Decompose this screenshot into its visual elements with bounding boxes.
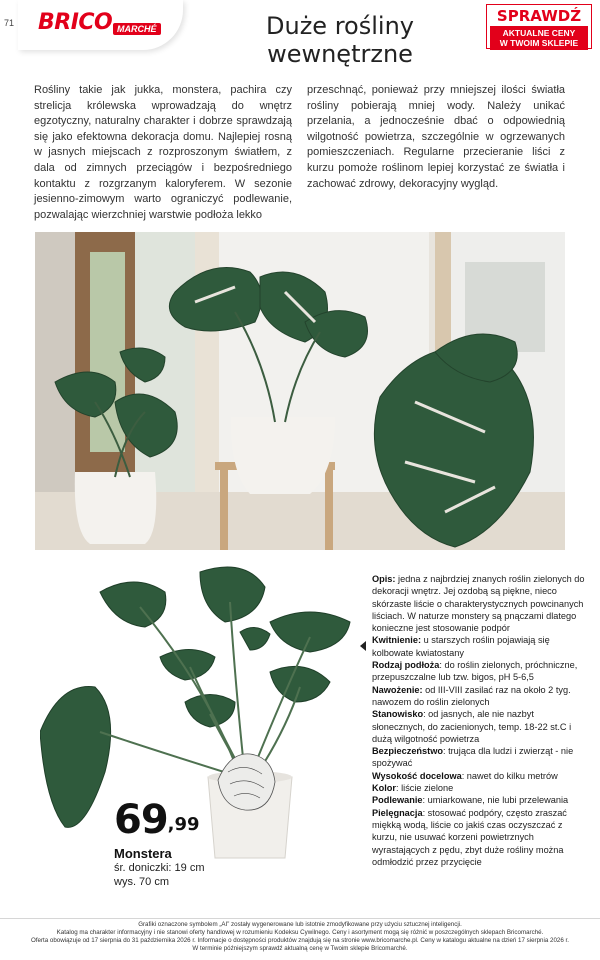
info-row-pielegnacja [372, 807, 587, 868]
info-text: od III-VIII zasilać raz na około 2 tyg. nawozem do roślin zielonych [372, 684, 571, 707]
info-text: : od jasnych, ale nie nazbyt słonecznych, do zacienionych, temp. 18-22 st.C i dużą wilgotność powietrza [372, 709, 572, 744]
info-text: : trująca dla ludzi i zwierząt - nie spożywać [372, 746, 574, 769]
price-integer: 69 [114, 797, 168, 843]
info-label: Stanowisko [372, 709, 424, 720]
info-row-kwitnienie [372, 634, 587, 659]
info-text: : liście zielone [396, 783, 454, 794]
price-decimal: ,99 [167, 814, 200, 835]
info-label: Kwitnienie: [372, 635, 422, 646]
footer-line: W terminie późniejszym sprawdź aktualną cenę w Twoim sklepie Bricomarché. [192, 945, 408, 952]
badge-subline-1: AKTUALNE CENY [502, 28, 576, 38]
check-prices-badge [486, 4, 592, 49]
product-name: Monstera [114, 846, 172, 861]
logo-sub-text: MARCHÉ [113, 23, 161, 35]
legal-footer [0, 921, 600, 953]
badge-headline: SPRAWDŹ [496, 7, 582, 25]
info-row-podloze [372, 659, 587, 684]
interior-plant-photo [35, 232, 565, 550]
page-title-line1: Duże rośliny [266, 12, 414, 40]
info-row-kolor [372, 782, 587, 794]
care-info-list [372, 573, 587, 868]
badge-subline-2: W TWOIM SKLEPIE [499, 38, 579, 48]
info-label: Pielęgnacja [372, 807, 423, 818]
monstera-product-photo [40, 562, 370, 860]
info-row-podlewanie [372, 794, 587, 806]
info-text: : umiarkowane, nie lubi przelewania [422, 795, 569, 806]
intro-text-right: przeschnąć, ponieważ przy mniejszej ilości światła rośliny pobierają mniej wody. Należy unikać przelania, a jednocześnie dbać o odpowiednią wilgotność powietrza, szczególnie w ogrzewanych pomieszczeniach. Regularne przecieranie liści z kurzu pomoże roślinom lepiej korzystać ze światła i zachować zdrowy, dekoracyjny wygląd. [307, 84, 565, 190]
footer-line: Oferta obowiązuje od 17 sierpnia do 31 października 2026 r. Informacje o dostępności produktów znajdują się na stronie www.bricomarche.pl. Ceny w katalogu aktualne na dzień 17 sierpnia 2026 r. [31, 937, 569, 944]
logo-brand-text: BRICO [38, 10, 113, 35]
info-row-opis [372, 573, 587, 634]
product-pot-diameter: śr. doniczki: 19 cm [114, 862, 205, 874]
page-title-line2: wewnętrzne [267, 40, 413, 68]
info-label: Nawożenie: [372, 684, 423, 695]
intro-text-left: Rośliny takie jak jukka, monstera, pachira czy strelicja królewska wprowadzają do wnętrz egzotyczny, naturalny charakter i dobrze sprawdzają się jako efektowna dekoracja domu. Najlepiej rosną w jasnych miejscach z rozproszonym światłem, z dala od zimnych przeciągów i bezpośredniego kontaktu z rozgrzanym kaloryferem. W sezonie jesienno-zimowym warto ograniczyć podlewanie, pozwalając wierzchniej warstwie podłoża lekko [34, 84, 292, 221]
info-label: Podlewanie [372, 795, 423, 806]
info-label: Rodzaj podłoża [372, 660, 440, 671]
info-row-nawozenie [372, 684, 587, 709]
info-text: : do roślin zielonych, próchniczne, przepuszczalne lub tzw. bigos, pH 5-6,5 [372, 660, 578, 683]
price-tag [114, 798, 200, 842]
product-height: wys. 70 cm [114, 876, 170, 888]
info-text: jedna z najbrdziej znanych roślin zielonych do dekoracji wnętrz. Jej ozdobą są piękne, nieco skórzaste liście o charakterystycznych powcinanych liściach. W naturze monstery są pnączami dlatego konieczne jest stosowanie podpór [372, 574, 585, 634]
info-label: Opis: [372, 574, 396, 584]
footer-divider [0, 918, 600, 919]
info-label: Kolor [372, 783, 396, 794]
info-row-bezpieczenstwo [372, 745, 587, 770]
footer-line: Grafiki oznaczone symbolem „AI” zostały wygenerowane lub istotnie zmodyfikowane przy użyciu sztucznej inteligencji. [138, 921, 462, 928]
info-text: : stosować podpóry, często zraszać miękką wodą, liście co jakiś czas oczyszczać z kurzu, nie usuwać korzeni powietrznych wyrastających z pędu, zbyt duże rośliny można odmłodzić przez przycięcie [372, 807, 567, 867]
footer-line: Katalog ma charakter informacyjny i nie stanowi oferty handlowej w rozumieniu Kodeksu Cywilnego. Ceny i asortyment mogą się różnić w poszczególnych sklepach Bricomarché. [56, 929, 544, 936]
info-label: Bezpieczeństwo [372, 746, 443, 757]
page-title [230, 12, 450, 68]
info-text: u starszych roślin pojawiają się kolbowate kwiatostany [372, 635, 550, 658]
page-number: 71 [4, 18, 15, 28]
badge-subline [490, 26, 588, 50]
pointer-arrow-icon [360, 641, 366, 651]
info-row-stanowisko [372, 708, 587, 745]
info-text: : nawet do kilku metrów [461, 770, 558, 781]
info-label: Wysokość docelowa [372, 770, 462, 781]
bricomarche-logo[interactable] [18, 0, 183, 50]
info-row-wysokosc [372, 770, 587, 782]
